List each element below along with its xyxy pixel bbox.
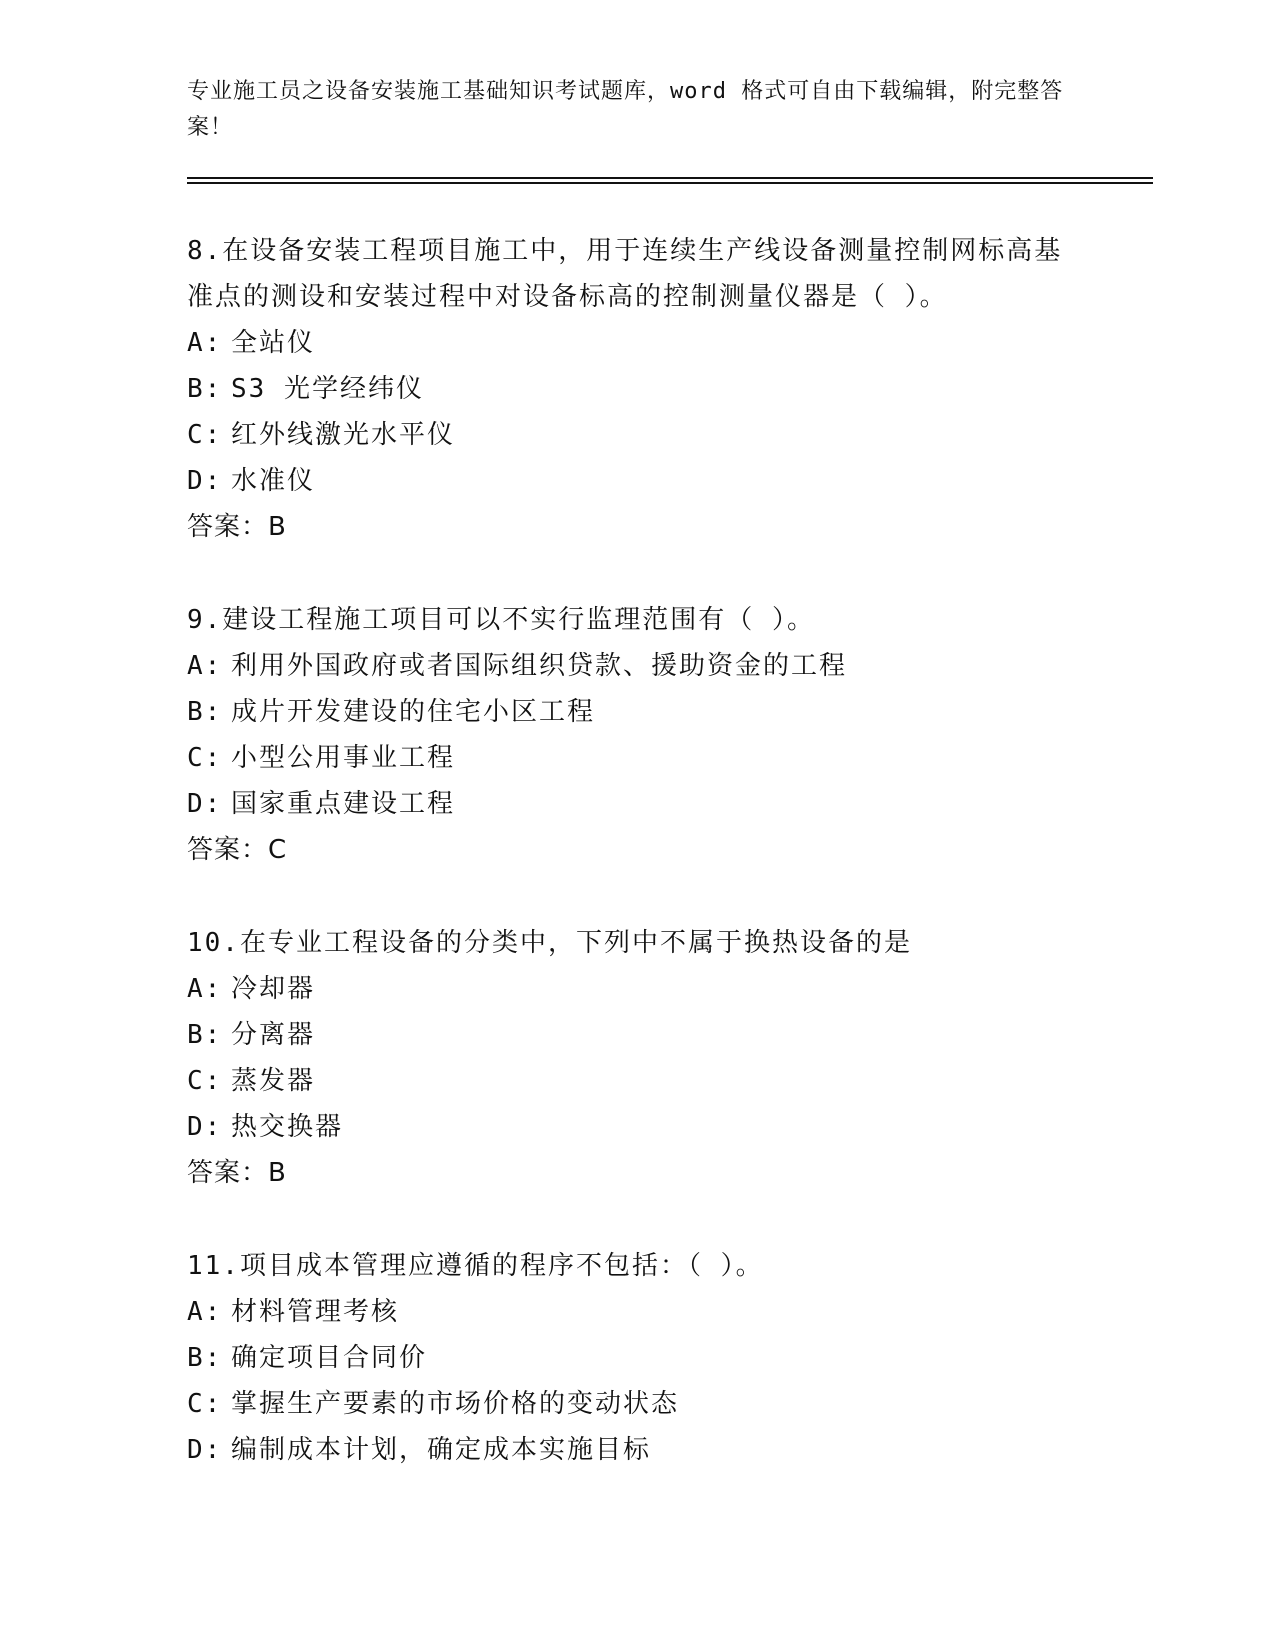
option-d — [187, 458, 1087, 504]
option-text: 确定项目合同价 — [231, 1343, 428, 1373]
answer: 答案：B — [187, 1158, 287, 1188]
option-text: 分离器 — [231, 1020, 316, 1050]
option-c — [187, 412, 1087, 458]
document-header: 专业施工员之设备安装施工基础知识考试题库，word 格式可自由下载编辑，附完整答案！ — [187, 79, 1064, 140]
option-text: 材料管理考核 — [231, 1297, 400, 1327]
option-text: 掌握生产要素的市场价格的变动状态 — [231, 1389, 680, 1419]
option-b — [187, 1012, 1087, 1058]
option-text: 小型公用事业工程 — [231, 743, 456, 773]
option-text: 热交换器 — [231, 1112, 344, 1142]
option-c — [187, 735, 1087, 781]
question-stem: 8.在设备安装工程项目施工中，用于连续生产线设备测量控制网标高基准点的测设和安装过程中对设备标高的控制测量仪器是（ ）。 — [187, 236, 1063, 312]
question-10 — [187, 920, 1087, 1196]
option-text: 利用外国政府或者国际组织贷款、援助资金的工程 — [231, 651, 848, 681]
option-c — [187, 1381, 1087, 1427]
option-letter: A: — [187, 1297, 223, 1327]
option-a — [187, 1289, 1087, 1335]
option-letter: D: — [187, 1435, 223, 1465]
option-text: 国家重点建设工程 — [231, 789, 456, 819]
header-rule-top — [187, 177, 1153, 179]
header-rule-bottom — [187, 182, 1153, 184]
answer: 答案：B — [187, 512, 287, 542]
option-text: 冷却器 — [231, 974, 316, 1004]
question-stem: 10.在专业工程设备的分类中，下列中不属于换热设备的是 — [187, 928, 912, 958]
option-text: S3 光学经纬仪 — [231, 374, 424, 404]
option-letter: B: — [187, 1020, 223, 1050]
option-text: 蒸发器 — [231, 1066, 316, 1096]
option-b — [187, 689, 1087, 735]
option-b — [187, 366, 1087, 412]
option-letter: A: — [187, 974, 223, 1004]
option-a — [187, 966, 1087, 1012]
option-d — [187, 1104, 1087, 1150]
option-a — [187, 643, 1087, 689]
question-stem: 11.项目成本管理应遵循的程序不包括：（ ）。 — [187, 1251, 764, 1281]
option-text: 成片开发建设的住宅小区工程 — [231, 697, 596, 727]
option-letter: C: — [187, 1389, 223, 1419]
option-b — [187, 1335, 1087, 1381]
option-letter: A: — [187, 328, 223, 358]
question-stem: 9.建设工程施工项目可以不实行监理范围有（ ）。 — [187, 605, 815, 635]
option-letter: D: — [187, 789, 223, 819]
option-letter: B: — [187, 374, 223, 404]
question-9 — [187, 597, 1087, 873]
question-8 — [187, 228, 1087, 550]
option-letter: D: — [187, 466, 223, 496]
option-text: 编制成本计划，确定成本实施目标 — [231, 1435, 652, 1465]
option-text: 水准仪 — [231, 466, 316, 496]
option-a — [187, 320, 1087, 366]
option-d — [187, 1427, 1087, 1473]
option-letter: B: — [187, 1343, 223, 1373]
option-text: 全站仪 — [231, 328, 316, 358]
option-c — [187, 1058, 1087, 1104]
option-letter: C: — [187, 1066, 223, 1096]
option-letter: C: — [187, 420, 223, 450]
option-d — [187, 781, 1087, 827]
option-letter: C: — [187, 743, 223, 773]
option-letter: D: — [187, 1112, 223, 1142]
question-11 — [187, 1243, 1087, 1473]
option-text: 红外线激光水平仪 — [231, 420, 456, 450]
answer: 答案：C — [187, 835, 288, 865]
option-letter: A: — [187, 651, 223, 681]
option-letter: B: — [187, 697, 223, 727]
